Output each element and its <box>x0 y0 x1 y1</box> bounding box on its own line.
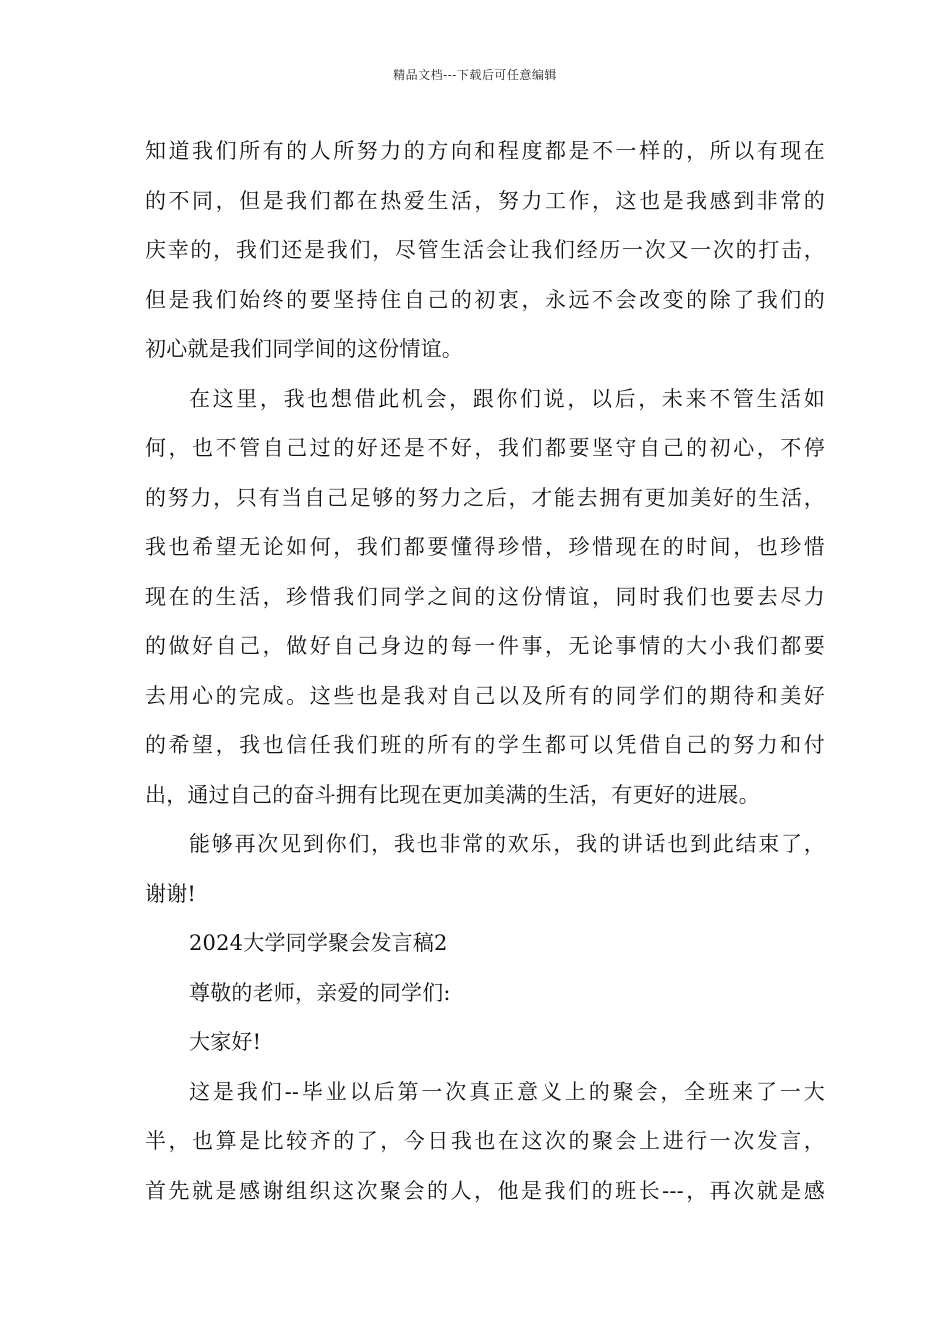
text-line: 的希望，我也信任我们班的所有的学生都可以凭借自己的努力和付 <box>145 733 825 757</box>
text-line: 这是我们--毕业以后第一次真正意义上的聚会，全班来了一大 <box>189 1079 825 1104</box>
text-line: 能够再次见到你们，我也非常的欢乐，我的讲话也到此结束了， <box>189 832 825 856</box>
text-line: 去用心的完成。这些也是我对自己以及所有的同学们的期待和美好 <box>145 683 825 708</box>
text-line: 的努力，只有当自己足够的努力之后，才能去拥有更加美好的生活， <box>145 485 825 510</box>
section-title: 2024大学同学聚会发言稿2 <box>189 931 448 955</box>
text-line: 谢谢! <box>145 881 197 906</box>
salutation: 尊敬的老师，亲爱的同学们: <box>189 980 451 1005</box>
text-line: 初心就是我们同学间的这份情谊。 <box>145 337 463 361</box>
text-line: 何，也不管自己过的好还是不好，我们都要坚守自己的初心，不停 <box>145 436 825 460</box>
document-body <box>145 127 825 1216</box>
text-line: 我也希望无论如何，我们都要懂得珍惜，珍惜现在的时间，也珍惜 <box>145 535 825 559</box>
text-line: 知道我们所有的人所努力的方向和程度都是不一样的，所以有现在 <box>145 139 825 163</box>
text-line: 在这里，我也想借此机会，跟你们说，以后，未来不管生活如 <box>189 386 825 411</box>
text-line: 庆幸的，我们还是我们，尽管生活会让我们经历一次又一次的打击， <box>145 238 825 262</box>
greeting: 大家好! <box>189 1030 262 1054</box>
text-line: 的不同，但是我们都在热爱生活，努力工作，这也是我感到非常的 <box>145 188 825 213</box>
text-line: 的做好自己，做好自己身边的每一件事，无论事情的大小我们都要 <box>145 634 825 658</box>
text-line: 但是我们始终的要坚持住自己的初衷，永远不会改变的除了我们的 <box>145 287 825 312</box>
text-line: 出，通过自己的奋斗拥有比现在更加美满的生活，有更好的进展。 <box>145 782 760 807</box>
text-line: 现在的生活，珍惜我们同学之间的这份情谊，同时我们也要去尽力 <box>145 584 825 609</box>
text-line: 首先就是感谢组织这次聚会的人，他是我们的班长---，再次就是感 <box>145 1178 825 1203</box>
page-header: 精品文档---下载后可任意编辑 <box>393 68 557 82</box>
text-line: 半，也算是比较齐的了，今日我也在这次的聚会上进行一次发言， <box>145 1129 825 1153</box>
